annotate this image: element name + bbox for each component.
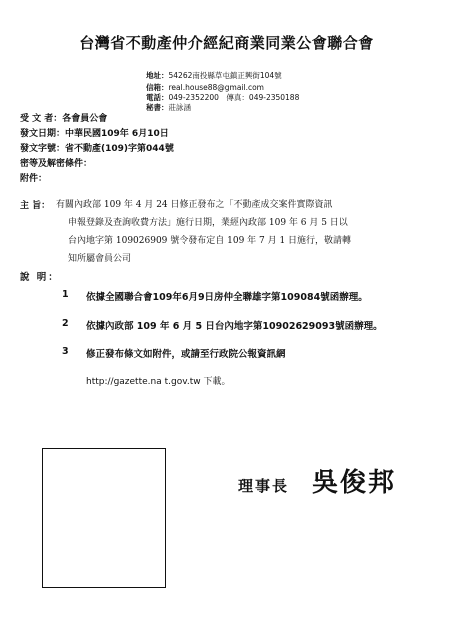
item-text: 依據內政部 109 年 6 月 5 日台內地字第10902629093號函辦理。 bbox=[86, 321, 383, 332]
contact-value: real.house88@gmail.com bbox=[168, 83, 264, 92]
item-number: 3 bbox=[62, 346, 69, 357]
date-label: 發文日期： bbox=[20, 129, 66, 139]
subject-label: 主 旨： bbox=[20, 201, 51, 211]
document-header bbox=[20, 112, 174, 187]
date-row bbox=[20, 127, 174, 142]
contact-label: 電話： bbox=[146, 93, 169, 102]
signature-title: 理事長 bbox=[238, 477, 290, 495]
recipient-label: 受 文 者： bbox=[20, 114, 63, 124]
seal-box bbox=[42, 448, 166, 588]
subject-line: 申報登錄及查詢收費方法」施行日期，業經內政部 109 年 6 月 5 日以 bbox=[68, 218, 348, 228]
attachment-row bbox=[20, 172, 174, 187]
secrecy-label: 密等及解密條件： bbox=[20, 159, 93, 169]
item-text: 修正發布條文如附件，或請至行政院公報資訊網 bbox=[86, 349, 286, 360]
gazette-url-text: http://gazette.na t.gov.tw 下載。 bbox=[86, 377, 231, 387]
contact-label: 信箱： bbox=[146, 83, 169, 92]
signature-name: 吳俊邦 bbox=[312, 468, 397, 498]
recipient-value: 各會員公會 bbox=[62, 114, 108, 124]
date-value: 中華民國109年 6月10日 bbox=[65, 129, 169, 139]
secrecy-row bbox=[20, 157, 174, 172]
contact-label: 地址： bbox=[146, 71, 169, 80]
item-text: 依據全國聯合會109年6月9日房仲全聯雄字第109084號函辦理。 bbox=[86, 292, 368, 303]
contact-address bbox=[146, 70, 282, 82]
number-row bbox=[20, 142, 174, 157]
contact-label: 秘書： bbox=[146, 103, 169, 112]
document-title: 台灣省不動產仲介經紀商業同業公會聯合會 bbox=[79, 34, 374, 52]
subject-line: 知所屬會員公司 bbox=[68, 254, 132, 264]
contact-value: 049-2352200 傳真：049-2350188 bbox=[168, 93, 300, 102]
item-number: 2 bbox=[62, 318, 69, 329]
attachment-label: 附件： bbox=[20, 174, 48, 184]
number-value: 省不動產(109)字第044號 bbox=[65, 144, 174, 154]
number-label: 發文字號： bbox=[20, 144, 66, 154]
subject-text bbox=[56, 196, 351, 268]
subject-line: 有關內政部 109 年 4 月 24 日修正發布之「不動產成交案件實際資訊 bbox=[56, 200, 333, 210]
recipient-row bbox=[20, 112, 174, 127]
subject-line: 台內地字第 109026909 號令發布定自 109 年 7 月 1 日施行，敬請轉 bbox=[68, 236, 352, 246]
contact-value: 54262南投縣草屯鎮正興街104號 bbox=[168, 71, 282, 80]
item-number: 1 bbox=[62, 289, 69, 300]
description-label: 說 明： bbox=[20, 272, 60, 283]
contact-value: 莊詠涵 bbox=[168, 103, 191, 112]
